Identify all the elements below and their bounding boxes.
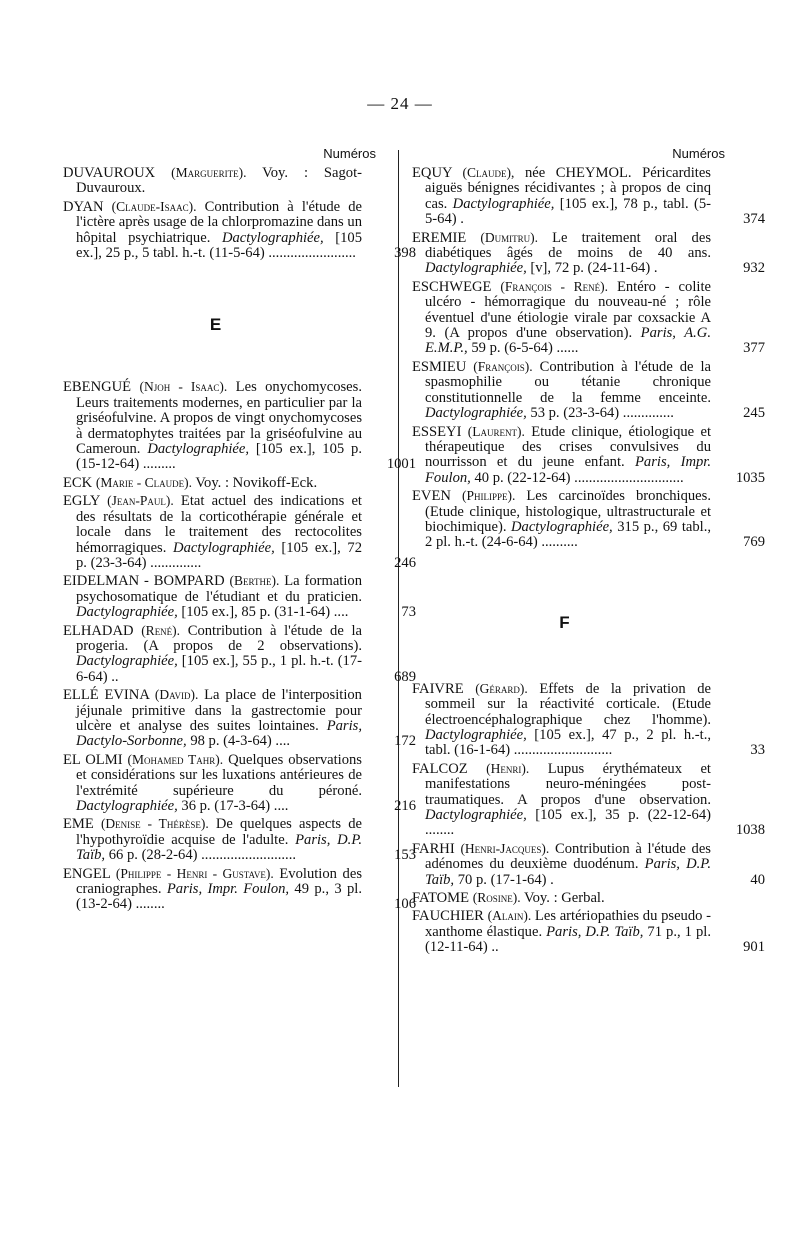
entry-author: EBENGUÉ [63, 379, 132, 396]
entry-publisher: Dactylographiée, [510, 518, 613, 535]
entry-number: 245 [743, 405, 765, 422]
left-d-entries [63, 165, 416, 262]
entry-title: née CHEYMOL. Péricardites aiguës bénignes récidivantes ; à propos de cinq cas. [425, 165, 711, 212]
entry-author: FAIVRE [412, 680, 464, 697]
entry-title: Entéro - colite ulcéro - hémorragique du nouveau-né ; rôle éventuel d'une étiologie virale par coxsackie A 9. (A propos d'une observation). [425, 278, 711, 342]
entry-publisher: Paris, Dactylo-Sorbonne, [76, 717, 362, 750]
bibliography-entry [63, 865, 416, 913]
entry-title: Effets de la privation de sommeil sur la réactivité corticale. (Etude électroencéphalographique chez l'homme). [425, 680, 711, 728]
entry-title: Les carcinoïdes bronchiques. (Etude clinique, histologique, ultrastructurale et biochimique). [425, 488, 711, 535]
entry-number: 153 [394, 847, 416, 864]
bibliography-entry [412, 890, 717, 906]
bibliography-entry [63, 379, 416, 473]
entry-details: 49 p., 3 pl. (13-2-64) ........ [76, 881, 362, 913]
entry-title: Les onychomycoses. Leurs traitements modernes, en particulier par la griséofulvine. A propos de vingt onychomycoses à dermatophytes traitées par la griséofulvine au Cameroun. [76, 379, 362, 458]
entry-number: 689 [394, 668, 416, 685]
entry-title: Contribution à l'étude de l'ictère après usage de la chlorpromazine dans un hôpital psychiatrique. [76, 198, 362, 246]
entry-number: 33 [750, 742, 765, 759]
entry-author: EL OLMI [63, 751, 123, 768]
entry-author: DYAN [63, 198, 104, 215]
entry-author: EGLY [63, 493, 100, 510]
right-column [412, 143, 765, 958]
entry-title: Etat actuel des indications et des résultats de la corticothérapie générale et locale dans le traitement des rectocolites hémorragiques. [76, 493, 362, 556]
entry-number: 901 [743, 939, 765, 956]
bibliography-entry [412, 358, 765, 422]
entry-number: 1035 [735, 469, 765, 486]
entry-given-name: (David). [154, 687, 199, 703]
entry-number: 172 [394, 733, 416, 750]
entry-details: [105 ex.], 72 p. (23-3-64) .............. [76, 539, 362, 571]
entry-author: FAUCHIER [412, 908, 484, 925]
entry-details: 98 p. (4-3-64) .... [190, 733, 291, 750]
entry-details: [v], 72 p. (24-11-64) . [530, 260, 658, 277]
entry-number: 106 [394, 896, 416, 913]
entry-number: 398 [394, 245, 416, 262]
entry-title: Les artériopathies du pseudo - xanthome élastique. [425, 908, 711, 940]
section-letter-f: F [559, 612, 570, 632]
entry-details: 70 p. (17-1-64) . [457, 871, 554, 888]
entry-title: Le traitement oral des diabétiques âgés de moins de 40 ans. [425, 229, 712, 262]
entry-publisher: Paris, D.P. Taïb, [76, 831, 363, 864]
entry-details: 66 p. (28-2-64) .......................... [108, 847, 297, 864]
entry-given-name: (François). [473, 358, 533, 374]
entry-title: La place de l'interposition jéjunale primitive dans la gastrectomie pour ulcère et analyse des suites lointaines. [76, 687, 362, 734]
entry-given-name: (Marie - Claude). [95, 474, 192, 490]
left-e-entries [63, 379, 416, 913]
entry-given-name: (Berthe). [229, 573, 280, 589]
entry-author: EQUY [412, 165, 452, 181]
bibliography-entry [412, 908, 765, 956]
bibliography-entry [412, 229, 765, 277]
entry-number: 932 [743, 260, 765, 277]
entry-author: FATOME [412, 890, 470, 907]
bibliography-entry [412, 760, 765, 839]
entry-author: ESCHWEGE [412, 278, 492, 295]
entry-author: ESSEYI [412, 423, 462, 440]
entry-given-name: (Jean-Paul). [107, 493, 174, 509]
bibliography-entry [63, 751, 416, 815]
entry-publisher: Dactylographiée, [425, 260, 527, 277]
entry-details: [105 ex.], 78 p., tabl. (5-5-64) . [425, 195, 712, 228]
page-number: — 24 — [367, 94, 433, 113]
entry-given-name: (Denise - Thérèse). [100, 816, 209, 832]
entry-given-name: (Claude-Isaac). [111, 198, 197, 214]
entry-details: 59 p. (6-5-64) ...... [471, 340, 579, 357]
entry-author: ELLÉ EVINA [63, 687, 150, 704]
entry-publisher: Paris, A.G. E.M.P., [425, 325, 711, 357]
entry-author: FALCOZ [412, 760, 468, 777]
column-header: Numéros [672, 146, 725, 161]
entry-details: 71 p., 1 pl. (12-11-64) .. [425, 923, 711, 956]
entry-publisher: Dactylographiée, [425, 405, 527, 422]
entry-given-name: (Henri). [486, 760, 530, 776]
entry-title: De quelques aspects de l'hypothyroïdie acquise de l'adulte. [76, 816, 363, 848]
entry-given-name: (Mohamed Tahr). [127, 751, 224, 767]
entry-cross-reference: Voy. : Gerbal. [523, 890, 605, 907]
entry-number: 246 [394, 554, 416, 571]
entry-number: 377 [743, 340, 765, 357]
entry-number: 216 [394, 798, 416, 814]
bibliography-entry [412, 840, 765, 888]
entry-publisher: Dactylographiée, [452, 195, 555, 212]
entry-given-name: (Philippe - Henri - Gustave). [115, 865, 274, 881]
entry-title: Quelques observations et considérations sur les luxations antérieures de l'extrémité supérieure du péroné. [76, 751, 362, 799]
entry-title: Etude clinique, étiologique et thérapeutique des crises convulsives du nourrisson et du jeune enfant. [425, 423, 711, 471]
entry-details: 40 p. (22-12-64) .............................. [474, 469, 684, 486]
entry-given-name: (René). [141, 622, 181, 638]
bibliography-entry [63, 198, 416, 262]
bibliography-entry [412, 165, 765, 228]
entry-given-name: (Laurent). [467, 423, 525, 439]
bibliography-entry [63, 816, 416, 864]
entry-given-name: (Philippe). [461, 488, 516, 504]
entry-details: [105 ex.], 25 p., 5 tabl. h.-t. (11-5-64) ........................ [76, 229, 362, 262]
entry-given-name: (Alain). [487, 908, 532, 924]
entry-title: La formation psychosomatique de l'étudiant et du praticien. [76, 573, 363, 605]
section-letter-e: E [209, 315, 222, 335]
entry-publisher: Dactylographiée, [76, 798, 178, 814]
entry-author: ENGEL [63, 865, 111, 882]
entry-given-name: (Claude), [462, 165, 515, 180]
entry-details: [105 ex.], 55 p., 1 pl. h.-t. (17-6-64) .. [76, 653, 363, 685]
entry-given-name: (François - René). [500, 278, 609, 294]
entry-publisher: Dactylographiée, [221, 229, 324, 246]
bibliography-entry [63, 687, 416, 750]
entry-publisher: Paris, D.P. Taïb, [425, 856, 711, 888]
entry-details: [105 ex.], 47 p., 2 pl. h.-t., tabl. (16-1-64) ........................... [425, 726, 711, 759]
entry-number: 1001 [386, 456, 416, 473]
bibliography-entry [63, 165, 368, 197]
entry-publisher: Dactylographiée, [76, 604, 178, 621]
entry-number: 40 [750, 871, 765, 888]
entry-publisher: Dactylographiée, [76, 653, 178, 670]
entry-cross-reference: Voy. : Novikoff-Eck. [195, 474, 318, 491]
entry-publisher: Dactylographiée, [147, 441, 250, 458]
entry-details: [105 ex.], 105 p. (15-12-64) ......... [76, 441, 362, 473]
entry-cross-reference: Voy. : Sagot-Duvauroux. [76, 165, 362, 197]
bibliography-entry [412, 680, 765, 759]
entry-number: 769 [743, 534, 765, 551]
entry-given-name: (Marguerite). [171, 165, 247, 180]
right-e-entries [412, 165, 765, 551]
entry-title: Contribution à l'étude de la spasmophilie ou tétanie chronique constitutionnelle de la femme enceinte. [425, 358, 711, 406]
bibliography-entry [412, 423, 765, 487]
entry-author: DUVAUROUX [63, 165, 156, 181]
right-f-entries [412, 680, 765, 956]
bibliography-entry [412, 488, 765, 551]
entry-title: Lupus érythémateux et manifestations neuro-méningées post-traumatiques. A propos d'une observation. [425, 760, 711, 808]
entry-number: 1038 [735, 822, 765, 839]
entry-author: ESMIEU [412, 358, 467, 375]
entry-author: EME [63, 816, 94, 833]
entry-title: Contribution à l'étude de la progeria. (A propos de 2 observations). [76, 622, 362, 654]
entry-author: ELHADAD [63, 622, 134, 639]
bibliography-entry [63, 493, 416, 571]
entry-given-name: (Henri-Jacques). [460, 840, 550, 856]
entry-details: 36 p. (17-3-64) .... [181, 798, 289, 814]
left-column [63, 143, 416, 915]
entry-given-name: (Njoh - Isaac). [139, 379, 228, 395]
column-header: Numéros [323, 146, 376, 161]
column-divider [398, 150, 399, 1087]
entry-publisher: Dactylographiée, [173, 539, 275, 556]
bibliography-entry [63, 622, 416, 686]
entry-details: 53 p. (23-3-64) .............. [530, 405, 674, 422]
entry-author: FARHI [412, 840, 455, 857]
entry-given-name: (Gérard). [475, 680, 528, 696]
entry-publisher: Paris, Impr. Foulon, [166, 881, 290, 898]
entry-details: [105 ex.], 35 p. (22-12-64) ........ [425, 807, 711, 839]
entry-publisher: Dactylographiée, [425, 807, 527, 823]
entry-publisher: Paris, Impr. Foulon, [425, 454, 711, 486]
entry-author: EREMIE [412, 229, 467, 246]
entry-given-name: (Dumitru). [480, 229, 539, 245]
entry-number: 374 [743, 211, 765, 228]
bibliography-entry [63, 573, 416, 621]
entry-publisher: Paris, D.P. Taïb, [546, 923, 644, 940]
entry-title: Contribution à l'étude des adénomes du deuxième duodénum. [425, 840, 711, 873]
entry-details: [105 ex.], 85 p. (31-1-64) .... [181, 604, 349, 621]
entry-author: EIDELMAN - BOMPARD [63, 573, 225, 590]
entry-given-name: (Rosine). [472, 890, 521, 906]
entry-details: 315 p., 69 tabl., 2 pl. h.-t. (24-6-64) .......... [425, 518, 711, 551]
bibliography-entry [63, 475, 368, 491]
entry-publisher: Dactylographiée, [425, 726, 527, 743]
entry-author: ECK [63, 474, 93, 491]
entry-title: Evolution des craniographes. [76, 865, 363, 898]
bibliography-entry [412, 278, 765, 357]
entry-number: 73 [401, 604, 416, 621]
entry-author: EVEN [412, 488, 451, 505]
